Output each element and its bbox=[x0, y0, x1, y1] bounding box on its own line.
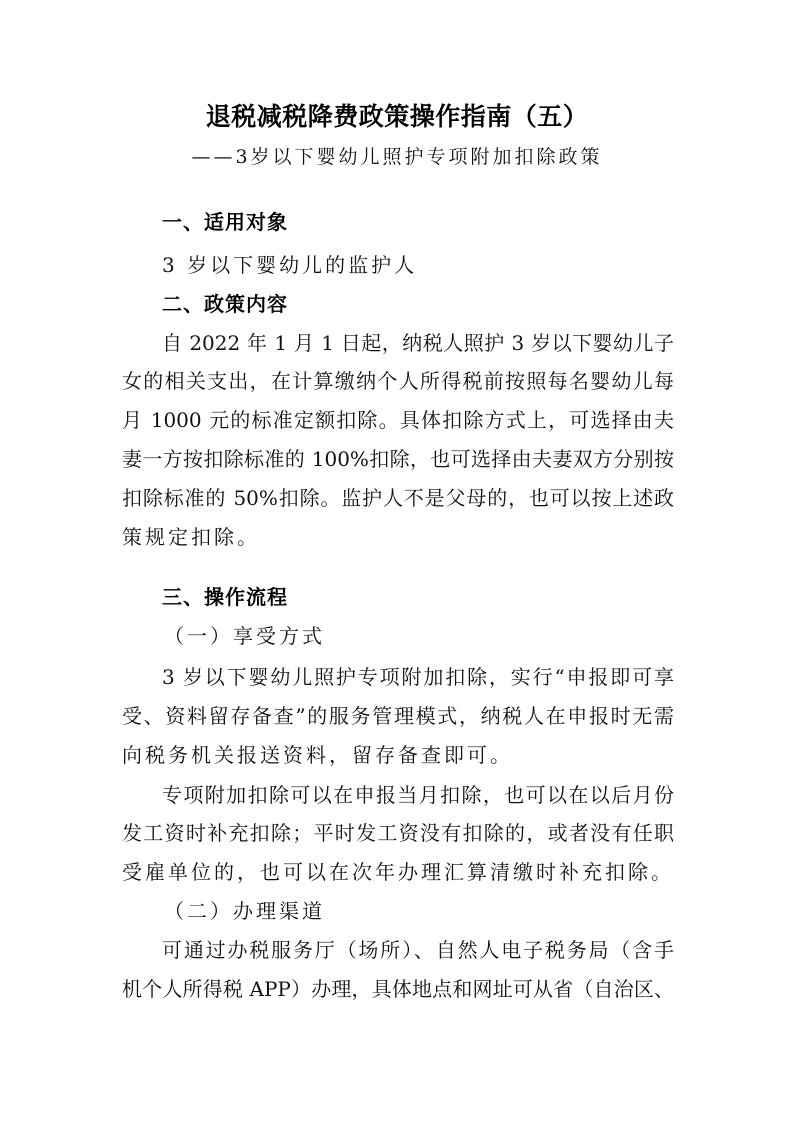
paragraph-line: 受、资料留存备查”的服务管理模式，纳税人在申报时无需 bbox=[122, 704, 674, 728]
paragraph-line: 专项附加扣除可以在申报当月扣除，也可以在以后月份 bbox=[162, 783, 674, 807]
paragraph-line: 妻一方按扣除标准的 100%扣除，也可选择由夫妻双方分别按 bbox=[122, 447, 674, 471]
paragraph-line: 策规定扣除。 bbox=[122, 525, 260, 549]
document-subtitle: ——3岁以下婴幼儿照护专项附加扣除政策 bbox=[191, 146, 603, 168]
paragraph-line: 向税务机关报送资料，留存备查即可。 bbox=[122, 743, 513, 767]
section-heading-policy-content: 二、政策内容 bbox=[162, 292, 288, 316]
paragraph-line: 女的相关支出，在计算缴纳个人所得税前按照每名婴幼儿每 bbox=[122, 369, 674, 393]
paragraph-line: 发工资时补充扣除；平时发工资没有扣除的，或者没有任职 bbox=[122, 821, 674, 845]
subsection-heading-handling-channels: （二）办理渠道 bbox=[164, 899, 325, 923]
section-heading-applicable-targets: 一、适用对象 bbox=[162, 210, 288, 234]
paragraph-line: 3 岁以下婴幼儿的监护人 bbox=[162, 253, 418, 277]
paragraph-line: 受雇单位的，也可以在次年办理汇算清缴时补充扣除。 bbox=[122, 860, 674, 884]
paragraph-line: 可通过办税服务厅（场所）、自然人电子税务局（含手 bbox=[162, 938, 674, 962]
document-title: 退税减税降费政策操作指南（五） bbox=[205, 102, 589, 131]
paragraph-line: 机个人所得税 APP）办理，具体地点和网址可从省（自治区、 bbox=[122, 977, 674, 1001]
subsection-heading-enjoy-method: （一）享受方式 bbox=[164, 624, 325, 648]
paragraph-line: 扣除标准的 50%扣除。监护人不是父母的，也可以按上述政 bbox=[122, 486, 674, 510]
paragraph-line: 月 1000 元的标准定额扣除。具体扣除方式上，可选择由夫 bbox=[122, 408, 674, 432]
section-heading-operation-process: 三、操作流程 bbox=[162, 585, 288, 609]
paragraph-line: 自 2022 年 1 月 1 日起，纳税人照护 3 岁以下婴幼儿子 bbox=[162, 331, 674, 355]
paragraph-line: 3 岁以下婴幼儿照护专项附加扣除，实行“申报即可享 bbox=[162, 665, 674, 689]
